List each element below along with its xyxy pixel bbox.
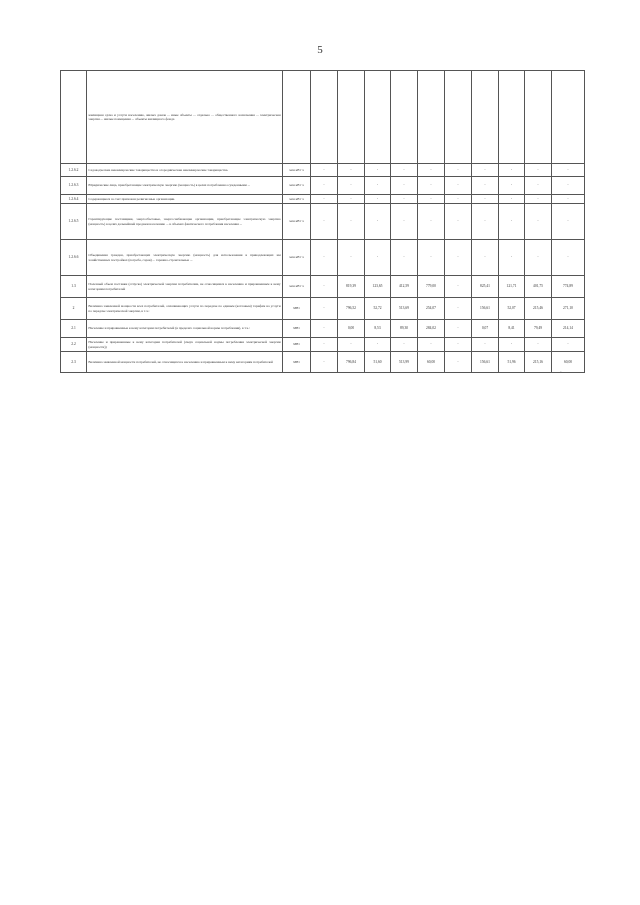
row-value: - (499, 204, 525, 240)
row-value: - (311, 298, 338, 320)
row-value: - (525, 204, 552, 240)
row-value: - (338, 195, 365, 204)
row-value: - (365, 177, 391, 195)
row-value: 271,10 (552, 298, 585, 320)
row-value: 796,84 (338, 352, 365, 373)
row-value: - (472, 177, 499, 195)
row-value: - (365, 204, 391, 240)
table-row (61, 338, 585, 352)
row-description: Полезный объем поставки (отпуска) электрической энергии потребителям, не относящимся к населению и приравненным к нему категориям потребителей (87, 276, 283, 298)
row-value: - (338, 338, 365, 352)
table-row (61, 71, 585, 164)
row-value: 51,96 (499, 352, 525, 373)
row-value: 825,41 (472, 276, 499, 298)
row-value: - (472, 240, 499, 276)
row-value: - (338, 177, 365, 195)
row-value: - (445, 276, 472, 298)
row-value: - (311, 195, 338, 204)
row-number: 1.2.6.6 (61, 240, 87, 276)
row-number: 2 (61, 298, 87, 320)
row-value: - (472, 338, 499, 352)
row-value: - (525, 195, 552, 204)
row-value (365, 71, 391, 164)
row-value: - (525, 240, 552, 276)
table-row (61, 352, 585, 373)
row-value: - (338, 164, 365, 177)
row-value: - (445, 298, 472, 320)
row-value: - (311, 240, 338, 276)
table-row (61, 298, 585, 320)
row-value: - (391, 240, 418, 276)
row-value: 214,14 (552, 320, 585, 338)
row-description: Содержащиеся за счет прихожан религиозные организации. (87, 195, 283, 204)
row-value (525, 71, 552, 164)
row-value: - (552, 164, 585, 177)
row-value: - (445, 204, 472, 240)
row-value: - (365, 338, 391, 352)
row-value: - (418, 195, 445, 204)
row-value: - (418, 164, 445, 177)
row-value: - (552, 195, 585, 204)
page-number: 5 (317, 44, 323, 56)
row-value: 254,07 (418, 298, 445, 320)
row-value: - (311, 204, 338, 240)
row-description: Гарантирующие поставщики, энергосбытовые, энергоснабжающие организации, приобретающие электрическую энергию (мощность) в целях дальнейшей продажи населению ... в объемах фактического потребления населения ... (87, 204, 283, 240)
row-value: 60,00 (418, 352, 445, 373)
row-value: - (525, 177, 552, 195)
row-unit: МВт (283, 338, 311, 352)
row-unit (283, 71, 311, 164)
row-value: - (445, 164, 472, 177)
row-number: 2.2 (61, 338, 87, 352)
row-number: 1.2.6.5 (61, 204, 87, 240)
footnote-mark: ◦ (560, 369, 562, 374)
row-description: Величина заявленной мощности всех потребителей, оплачивающих услуги по передаче по единым (котловым) тарифам на услуги по передаче электрической энергии, в т.ч.: (87, 298, 283, 320)
row-value: - (499, 177, 525, 195)
row-value: 796,52 (338, 298, 365, 320)
row-description: Юридические лица, приобретающие электрическую энергию (мощность) в целях потребления осужденными ... (87, 177, 283, 195)
row-value: - (391, 195, 418, 204)
row-value: 79,49 (525, 320, 552, 338)
table-row (61, 204, 585, 240)
row-value: 513,99 (391, 352, 418, 373)
row-number: 1.2.6.3 (61, 177, 87, 195)
row-value: - (445, 177, 472, 195)
row-value: - (525, 164, 552, 177)
row-value: - (552, 240, 585, 276)
row-value (311, 71, 338, 164)
row-value: - (445, 240, 472, 276)
row-unit: млн кВт·ч (283, 177, 311, 195)
row-unit: МВт (283, 320, 311, 338)
row-value: - (499, 164, 525, 177)
row-value: - (418, 204, 445, 240)
row-value: 52,72 (365, 298, 391, 320)
row-value: 412,59 (391, 276, 418, 298)
row-value: 819,39 (338, 276, 365, 298)
row-value (418, 71, 445, 164)
row-value: - (391, 338, 418, 352)
row-number (61, 71, 87, 164)
table-row (61, 195, 585, 204)
row-value: 0,00 (338, 320, 365, 338)
row-value: - (445, 352, 472, 373)
row-description: Население и приравненные к нему категории потребителей (сверх социальной нормы потребления электрической энергии (мощности)) (87, 338, 283, 352)
row-value: - (365, 164, 391, 177)
table-row (61, 320, 585, 338)
row-description: Население и приравненные к нему категории потребителей (в пределах социальной нормы потребления), в т.ч.: (87, 320, 283, 338)
row-value: - (391, 164, 418, 177)
row-number: 1.3 (61, 276, 87, 298)
row-description: Величина заявленной мощности потребителей, не относящихся к населению и приравненным к нему категориям потребителей (87, 352, 283, 373)
row-value: - (499, 195, 525, 204)
row-description: Садоводческие некоммерческие товарищества и огороднические некоммерческие товарищества. (87, 164, 283, 177)
row-value: - (418, 177, 445, 195)
row-unit: млн кВт·ч (283, 164, 311, 177)
row-value: 779,00 (418, 276, 445, 298)
row-value: 89,30 (391, 320, 418, 338)
table-row (61, 177, 585, 195)
row-value: 513,69 (391, 298, 418, 320)
row-value: - (311, 276, 338, 298)
row-value: - (552, 177, 585, 195)
row-value: - (311, 320, 338, 338)
row-value: 51,60 (365, 352, 391, 373)
row-value: 8,53 (365, 320, 391, 338)
row-value: - (472, 164, 499, 177)
row-value: - (311, 352, 338, 373)
row-value: 156,61 (472, 298, 499, 320)
row-value: 121,71 (499, 276, 525, 298)
row-number: 2.1 (61, 320, 87, 338)
row-unit: МВт (283, 352, 311, 373)
row-value: 215,16 (525, 352, 552, 373)
row-value: - (365, 195, 391, 204)
tariff-table (60, 70, 585, 373)
row-value: 0,07 (472, 320, 499, 338)
row-value (391, 71, 418, 164)
row-unit: МВт (283, 298, 311, 320)
row-value: - (472, 204, 499, 240)
row-unit: млн кВт·ч (283, 276, 311, 298)
row-value: - (338, 240, 365, 276)
row-value: - (552, 338, 585, 352)
row-value: - (499, 338, 525, 352)
row-value (472, 71, 499, 164)
row-value (552, 71, 585, 164)
row-value: - (338, 204, 365, 240)
row-value: - (472, 195, 499, 204)
row-value (338, 71, 365, 164)
row-value: - (391, 204, 418, 240)
table-row (61, 240, 585, 276)
row-number: 1.2.6.2 (61, 164, 87, 177)
row-value: 774,89 (552, 276, 585, 298)
row-unit: млн кВт·ч (283, 204, 311, 240)
row-value: - (418, 240, 445, 276)
row-value: - (525, 338, 552, 352)
row-value: 52,07 (499, 298, 525, 320)
row-value: 60,00 (552, 352, 585, 373)
row-value: 215,46 (525, 298, 552, 320)
table-row (61, 276, 585, 298)
row-value: - (311, 177, 338, 195)
row-value: 8,41 (499, 320, 525, 338)
row-description: Объединения граждан, приобретающих электрическую энергию (мощность) для использования в принадлежащих им хозяйственных постройках (погреба, сараи) ... гаражно-строительные ... (87, 240, 283, 276)
row-value: 284,02 (418, 320, 445, 338)
row-value: - (365, 240, 391, 276)
row-value: - (311, 164, 338, 177)
row-value: 401,75 (525, 276, 552, 298)
row-value (445, 71, 472, 164)
row-value: - (391, 177, 418, 195)
row-description: жилищная сдача и услуги населению, жилых домов ... иные объекты ... отдельно ... общественного назначения ... электрическая энергия ... жилые помещения ... объекты жилищного фонда (87, 71, 283, 164)
row-unit: млн кВт·ч (283, 195, 311, 204)
row-value: - (552, 204, 585, 240)
row-value: - (445, 338, 472, 352)
row-number: 2.3 (61, 352, 87, 373)
row-value: - (445, 320, 472, 338)
row-value: - (311, 338, 338, 352)
row-value: - (499, 240, 525, 276)
row-value: - (418, 338, 445, 352)
row-unit: млн кВт·ч (283, 240, 311, 276)
table-row (61, 164, 585, 177)
row-value (499, 71, 525, 164)
row-value: - (445, 195, 472, 204)
row-value: 156,61 (472, 352, 499, 373)
row-number: 1.2.6.4 (61, 195, 87, 204)
row-value: 123,65 (365, 276, 391, 298)
